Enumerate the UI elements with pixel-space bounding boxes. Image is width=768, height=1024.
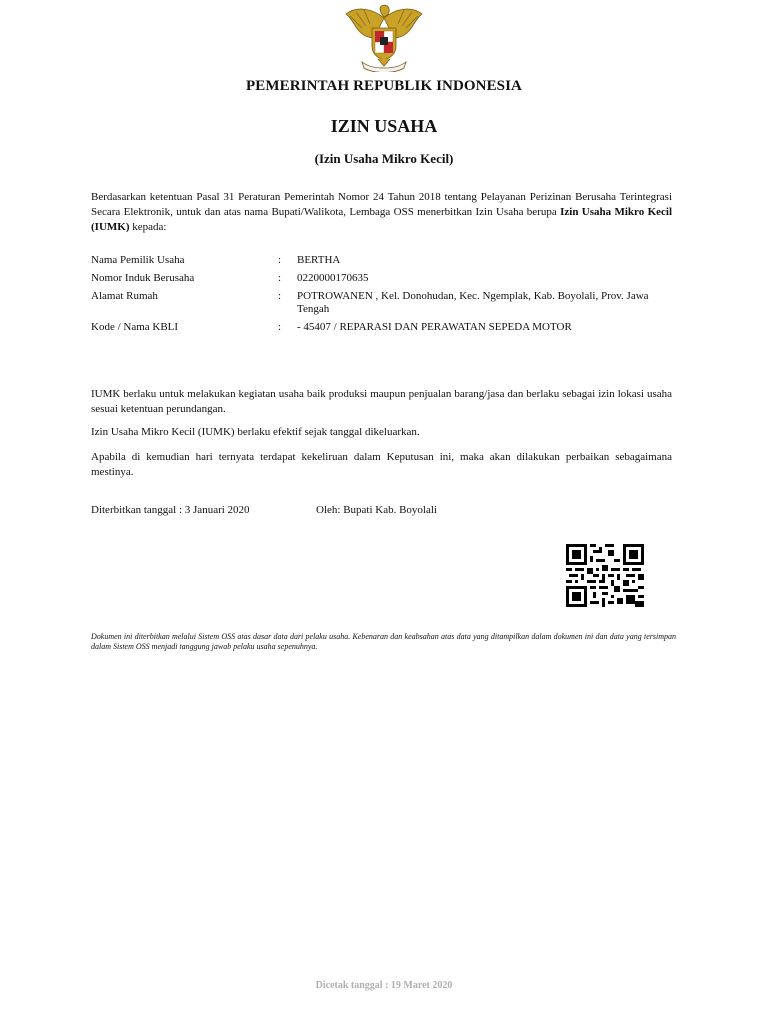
field-value: POTROWANEN , Kel. Donohudan, Kec. Ngemplak, Kab. Boyolali, Prov. Jawa Tengah [297, 290, 649, 315]
field-separator: : [278, 321, 282, 333]
field-row-owner-name [91, 254, 672, 267]
effective-paragraph: Izin Usaha Mikro Kecil (IUMK) berlaku efektif sejak tanggal dikeluarkan. [91, 426, 420, 438]
field-label: Nomor Induk Berusaha [91, 272, 195, 284]
field-row-business-id [91, 272, 672, 285]
field-row-kbli [91, 321, 672, 334]
oss-disclaimer: Dokumen ini diterbitkan melalui Sistem OSS atas dasar data dari pelaku usaha. Kebenaran dan keabsahan atas data yang ditampilkan dalam dokumen ini dan data yang tersimpan dalam Sistem OSS menjadi tanggung jawab pelaku usaha sepenuhnya. [91, 632, 676, 651]
issue-date: Diterbitkan tanggal : 3 Januari 2020 [91, 504, 250, 516]
field-value: - 45407 / REPARASI DAN PERAWATAN SEPEDA MOTOR [297, 321, 572, 333]
field-label: Kode / Nama KBLI [91, 321, 179, 333]
government-title: PEMERINTAH REPUBLIK INDONESIA [246, 78, 522, 94]
field-separator: : [278, 254, 282, 266]
intro-paragraph [91, 190, 672, 235]
qr-code-icon [566, 544, 644, 607]
print-date-footer: Dicetak tanggal : 19 Maret 2020 [315, 980, 453, 991]
intro-suffix: kepada: [129, 221, 167, 233]
intro-text: Berdasarkan ketentuan Pasal 31 Peraturan Pemerintah Nomor 24 Tahun 2018 tentang Pelayanan Perizinan Berusaha Terintegrasi Secara Elektronik, untuk dan atas nama Bupati/Walikota, Lembaga OSS menerbitkan Izin Usaha berupa [91, 191, 672, 218]
field-separator: : [278, 290, 282, 302]
field-value: BERTHA [297, 254, 341, 266]
field-value: 0220000170635 [297, 272, 369, 284]
field-separator: : [278, 272, 282, 284]
intro-permit-type: Izin Usaha Mikro Kecil (IUMK) [91, 206, 672, 233]
field-row-home-address [91, 290, 672, 316]
validity-paragraph: IUMK berlaku untuk melakukan kegiatan usaha baik produksi maupun penjualan barang/jasa dan berlaku sebagai izin lokasi usaha sesuai ketentuan perundangan. [91, 388, 672, 415]
garuda-pancasila-emblem-icon [342, 4, 426, 72]
business-details [91, 254, 672, 339]
document-title: IZIN USAHA [330, 116, 438, 136]
field-label: Alamat Rumah [91, 290, 158, 302]
correction-paragraph: Apabila di kemudian hari ternyata terdapat kekeliruan dalam Keputusan ini, maka akan dilakukan perbaikan sebagaimana mestinya. [91, 451, 672, 478]
document-subtitle: (Izin Usaha Mikro Kecil) [314, 151, 454, 166]
field-label: Nama Pemilik Usaha [91, 254, 185, 266]
issued-by: Oleh: Bupati Kab. Boyolali [316, 504, 437, 516]
